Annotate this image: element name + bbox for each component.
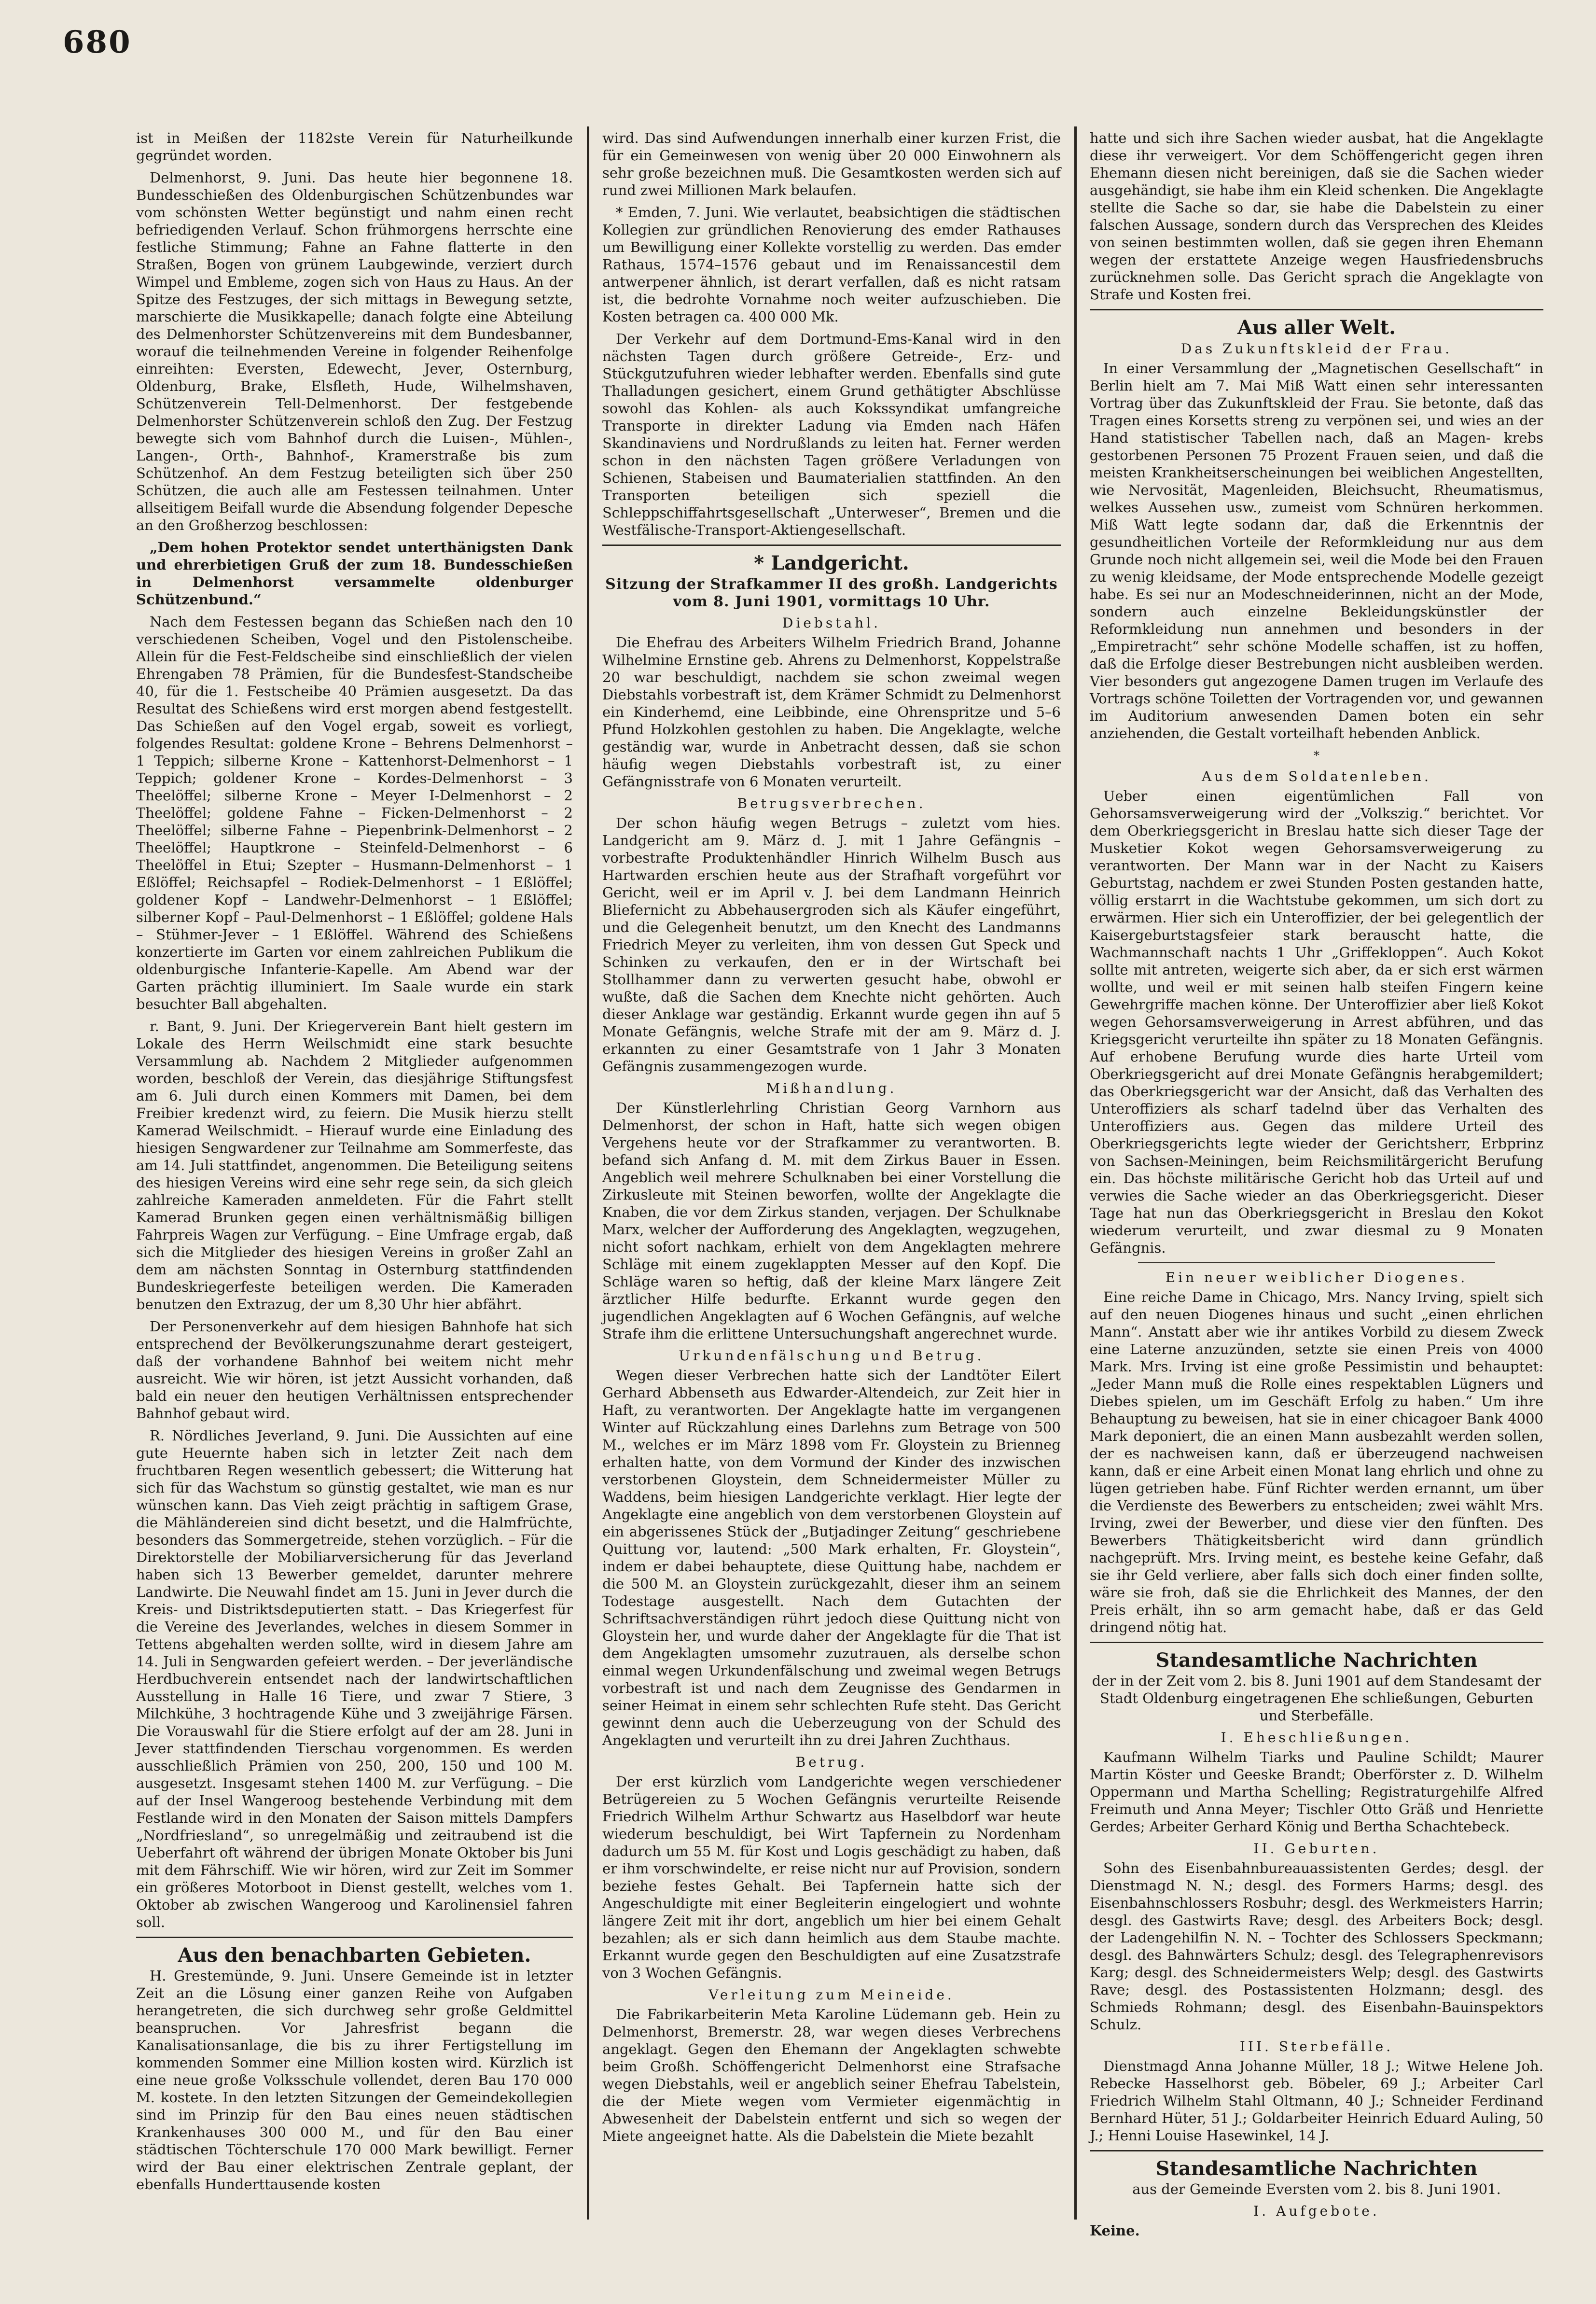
separator-star: *	[1314, 749, 1319, 762]
article-rule	[1138, 1262, 1495, 1263]
section-rule	[136, 1937, 573, 1938]
article-diogenes: Eine reiche Dame in Chicago, Mrs. Nancy Irving, spielt sich auf den neuen Diogenes hinaus und sucht „einen ehrlichen Mann“. Anstatt aber wie ihr antikes Vorbild zu diesem Zweck eine Laterne anzuzünden, setzte sie einen Preis von 4000 Mark. Mrs. Irving ist eine große Pessimistin und behauptet: „Jeder Mann muß die Rolle eines respektablen Lügners und Diebes spielen, um im Geschäft Erfolg zu haben.“ Um ihre Behauptung zu beweisen, hat sie in einer chicagoer Bank 4000 Mark deponiert, die an einen Mann ausbezahlt werden sollen, der es nachweisen kann, daß er überzeugend nachweisen kann, daß er eine Arbeit einen Monat lang ehrlich und ohne zu lügen getrieben habe. Fünf Richter werden ernannt, um über die Verdienste des Bewerbers zu entscheiden; zwei wählt Mrs. Irving, zwei der Bewerber, und diese vier den fünften. Des Bewerbers Thätigkeitsbericht wird dann gründlich nachgeprüft. Mrs. Irving meint, es bestehe keine Gefahr, daß sie ihr Geld verliere, aber falls sich doch einer finden sollte, wäre sie froh, daß sie die Ehrlichkeit des Mannes, der den Preis erhält, ihn so arm gemacht habe, daß er das Geld dringend nötig hat.	[1090, 1289, 1543, 1635]
article-jeverland: R. Nördliches Jeverland, 9. Juni. Die Aussichten auf eine gute Heuernte haben sich in letzter Zeit nach dem fruchtbaren Regen wesentlich gebessert; die Witterung hat sich für das Wachstum so günstig gestaltet, wie man es nur wünschen kann. Das Vieh zeigt prächtig in saftigem Grase, die Mähländereien sind dicht besetzt, und die Halmfrüchte, besonders das Sommergetreide, stehen vorzüglich. – Für die Direktorstelle der Mobiliarversicherung für das Jeverland haben sich 13 Bewerber gemeldet, darunter mehrere Landwirte. Die Neuwahl findet am 15. Juni in Jever durch die Kreis- und Distriktsdeputierten statt. – Das Kriegerfest für die Vereine des Jeverlandes, welches in diesem Sommer in Tettens abgehalten werden sollte, wird in diesem Jahre am 14. Juli in Sengwarden gefeiert werden. – Der jeverländische Herdbuchverein entsendet nach der landwirtschaftlichen Ausstellung in Halle 16 Tiere, und zwar 7 Stiere, 3 Milchkühe, 3 hochtragende Kühe und 3 zweijährige Färsen. Die Vorauswahl für die Stiere erfolgt auf der am 28. Juni in Jever stattfindenden Tierschau vorgenommen. Es werden ausschließlich Prämien von 250, 200, 150 und 100 M. ausgesetzt. Insgesamt stehen 1400 M. zur Verfügung. – Die auf der Insel Wangeroog bestehende Verbindung mit dem Festlande wird in den Monaten der Saison mittels Dampfers „Nordfriesland“, so unregelmäßig und zeitraubend ist die Ueberfahrt oft während der übrigen Monate Oktober bis Juni mit dem Fährschiff. Wie wir hören, wird zur Zeit im Sommer ein größeres Motorboot in Dienst gestellt, welches vom 1. Oktober ab zwischen Wangeroog und Karolinensiel fahren soll.	[136, 1427, 573, 1930]
article-grestemuende: H. Grestemünde, 9. Juni. Unsere Gemeinde ist in letzter Zeit an die Lösung einer ganzen Reihe von Aufgaben herangetreten, die sich durchweg sehr große Geldmittel beanspruchen. Vor Jahresfrist begann die Kanalisationsanlage, die bis zu ihrer Fertigstellung im kommenden Sommer eine Million kosten wird. Kürzlich ist eine neue große Volksschule vollendet, deren Bau 170 000 M. kostete. In den letzten Sitzungen der Gemeindekollegien sind im Prinzip für den Bau eines neuen städtischen Krankenhauses 300 000 M., und für den Bau einer städtischen Töchterschule 170 000 Mark bewilligt. Ferner wird der Bau einer elektrischen Zentrale geplant, der ebenfalls Hunderttausende kosten	[136, 1968, 573, 2192]
list-geburten: Sohn des Eisenbahnbureauassistenten Gerdes; desgl. der Dienstmagd N. N.; desgl. des Formers Harms; desgl. des Eisenbahnschlossers Rosbuhr; desgl. des Werkmeisters Harrin; desgl. des Gastwirts Rave; desgl. des Arbeiters Bock; desgl. der Ladengehilfin N. N. – Tochter des Schlossers Speckmann; desgl. des Bahnwärters Schulz; desgl. des Telegraphenrevisors Karg; desgl. des Schneidermeisters Welp; desgl. des Gastwirts Rave; desgl. des Postassistenten Holzmann; desgl. des Schmieds Rohmann; desgl. des Eisenbahn-Bauinspektors Schulz.	[1090, 1860, 1543, 2033]
article-text: ist in Meißen der 1182ste Verein für Naturheilkunde gegründet worden.	[136, 130, 573, 164]
section-heading-standesamt-2: Standesamtliche Nachrichten	[1155, 2157, 1478, 2180]
column-divider-1	[587, 126, 589, 2220]
article-verkehr: Der Personenverkehr auf dem hiesigen Bahnhofe hat sich entsprechend der Bevölkerungszunahme derart gesteigert, daß der vorhandene Bahnhof bei weitem nicht mehr ausreicht. Wie wir hören, ist jetzt Aussicht vorhanden, daß bald ein neuer den heutigen Verhältnissen entsprechender Bahnhof gebaut wird.	[136, 1318, 573, 1422]
article-meineid: Die Fabrikarbeiterin Meta Karoline Lüdemann geb. Hein zu Delmenhorst, Bremerstr. 28, war wegen dieses Verbrechens angeklagt. Gegen den Ehemann der Angeklagten schwebte beim Großh. Schöffengericht Delmenhorst eine Strafsache wegen Diebstahls, weil er angeblich seiner Ehefrau Tabelstein, die der Miete wegen vom Vermieter eigenmächtig in Abwesenheit der Dabelstein entfernt und sich so wegen der Miete angeeignet hatte. Als die Dabelstein die Miete bezahlt	[602, 2006, 1061, 2144]
subheading-eheschliessungen: I. Eheschließungen.	[1221, 1730, 1413, 1745]
article-misshandlung: Der Künstlerlehrling Christian Georg Varnhorn aus Delmenhorst, der schon in Haft, hatte sich wegen obigen Vergehens heute vor der Strafkammer zu verantworten. B. befand sich Anfang d. M. mit dem Zirkus Bauer in Essen. Angeblich weil mehrere Schulknaben bei einer Vorstellung die Zirkusleute mit Steinen beworfen, wollte der Angeklagte die Knaben, die vor dem Zirkus standen, verjagen. Der Schulknabe Marx, welcher der Aufforderung des Angeklagten, wegzugehen, nicht sofort nachkam, erhielt von dem Angeklagten mehrere Schläge mit einem zugeklappten Messer auf den Kopf. Die Schläge waren so heftig, daß der kleine Marx längere Zeit ärztlicher Hilfe bedurfte. Erkannt wurde gegen den jugendlichen Angeklagten auf 6 Wochen Gefängnis, auf welche Strafe ihm die erlittene Untersuchungshaft angerechnet wurde.	[602, 1100, 1061, 1342]
column-1	[136, 129, 573, 2220]
subheading-betrug: Betrugsverbrechen.	[737, 796, 926, 811]
article-delmenhorst: Delmenhorst, 9. Juni. Das heute hier begonnene 18. Bundesschießen des Oldenburgischen Schützenbundes war vom schönsten Wetter begünstigt und nahm einen recht befriedigenden Verlauf. Schon frühmorgens herrschte eine festliche Stimmung; Fahne an Fahne flatterte in den Straßen, Bogen von grünem Laubgewinde, verziert durch Wimpel und Embleme, zogen sich von Haus zu Haus. An der Spitze des Festzuges, der sich mittags in Bewegung setzte, marschierte die Musikkapelle; danach folgte eine Abteilung des Delmenhorster Schützenvereins mit dem Bundesbanner, worauf die teilnehmenden Vereine in folgender Reihenfolge einreihten: Eversten, Edewecht, Jever, Osternburg, Oldenburg, Brake, Elsfleth, Hude, Wilhelmshaven, Schützenverein Tell-Delmenhorst. Der festgebende Delmenhorster Schützenverein schloß den Zug. Der Festzug bewegte sich vom Bahnhof durch die Luisen-, Mühlen-, Langen-, Orth-, Bahnhof-, Kramerstraße bis zum Schützenhof. An dem Festzug beteiligten sich über 250 Schützen, die auch alle am Festessen teilnahmen. Unter allseitigem Beifall wurde die Absendung folgender Depesche an den Großherzog beschlossen:	[136, 169, 573, 533]
subheading-meineid: Verleitung zum Meineide.	[708, 1987, 955, 2003]
list-eheschliessungen: Kaufmann Wilhelm Tiarks und Pauline Schildt; Maurer Martin Köster und Geeske Brandt; Oberförster z. D. Wilhelm Oppermann und Martha Schelling; Registraturgehilfe Alfred Freimuth und Anna Meyer; Tischler Otto Gräß und Henriette Gerdes; Arbeiter Gerhard König und Bertha Schachtebeck.	[1090, 1749, 1543, 1835]
article-text: wird. Das sind Aufwendungen innerhalb einer kurzen Frist, die für ein Gemeinwesen von wenig über 20 000 Einwohnern als sehr große bezeichnen muß. Die Gesamtkosten werden sich auf rund zwei Millionen Mark belaufen.	[602, 130, 1061, 198]
article-bant: r. Bant, 9. Juni. Der Kriegerverein Bant hielt gestern im Lokale des Herrn Weilschmidt eine stark besuchte Versammlung ab. Nachdem 2 Mitglieder aufgenommen worden, beschloß der Verein, das diesjährige Stiftungsfest am 6. Juli durch einen Kommers mit Damen, bei dem Freibier kredenzt wird, zu feiern. Die Musik hierzu stellt Kamerad Weilschmidt. – Hierauf wurde eine Einladung des hiesigen Sengwardener zur Teilnahme am Sommerfeste, das am 14. Juli stattfindet, angenommen. Die Beteiligung seitens des hiesigen Vereins wird eine sehr rege sein, da sich gleich zahlreiche Kameraden anmeldeten. Für die Fahrt stellt Kamerad Brunken gegen einen verhältnismäßig billigen Fahrpreis Wagen zur Verfügung. – Eine Umfrage ergab, daß sich die Mitglieder des hiesigen Vereins in großer Zahl an dem am nächsten Sonntag in Osternburg stattfindenden Bundeskriegerfeste beteiligen werden. Die Kameraden benutzen den Extrazug, der um 8,30 Uhr hier abfährt.	[136, 1018, 573, 1313]
article-kanal: Der Verkehr auf dem Dortmund-Ems-Kanal wird in den nächsten Tagen durch größere Getreide-, Erz- und Stückgutzufuhren wieder lebhafter werden. Ebenfalls sind gute Thalladungen gesichert, einem Grund gethätigter Abschlüsse sowohl das Kohlen- als auch Kokssyndikat umfangreiche Transporte in direkter Ladung via Emden nach Häfen Skandinaviens und Nordrußlands zu leiten hat. Ferner werden schon in den nächsten Tagen größere Verladungen von Schienen, Stabeisen und Baumaterialien stattfinden. An den Transporten beteiligen sich speziell die Schleppschiffahrtsgesellschaft „Unterweser“, Bremen und die Westfälische-Transport-Aktiengesellschaft.	[602, 331, 1061, 538]
section-rule	[1090, 2150, 1543, 2151]
aufgebote-none: Keine.	[1090, 2222, 1140, 2239]
page-number: 680	[63, 24, 132, 60]
subheading-betrug-2: Betrug.	[795, 1754, 868, 1770]
subheading-geburten: II. Geburten.	[1253, 1841, 1380, 1857]
standesamt-intro: der in der Zeit vom 2. bis 8. Juni 1901 auf dem Standesamt der Stadt Oldenburg eingetragenen Ehe schließungen, Geburten und Sterbefälle.	[1092, 1673, 1541, 1724]
article-text: hatte und sich ihre Sachen wieder ausbat, hat die Angeklagte diese ihr verweigert. Vor dem Schöffengericht gegen ihren Ehemann diesen nicht bereinigen, daß sie die Sachen wieder ausgehändigt, sie habe ihm ein Kleid schenken. Die Angeklagte stellte die Sache so dar, sie habe die Dabelstein zu einer falschen Aussage, sondern durch das Versprechen des Kleides von seinen bestimmten wollen, daß sie gegen ihren Ehemann wegen der erstattete Anzeige wegen Hausfriedensbruchs zurücknehmen solle. Das Gericht sprach die Angeklagte von Strafe und Kosten frei.	[1090, 130, 1543, 303]
section-heading-nachbar: Aus den benachbarten Gebieten.	[178, 1944, 531, 1967]
section-heading-standesamt: Standesamtliche Nachrichten	[1155, 1649, 1478, 1672]
section-rule	[1090, 309, 1543, 310]
column-divider-2	[1074, 126, 1077, 2220]
standesamt-2-intro: aus der Gemeinde Eversten vom 2. bis 8. Juni 1901.	[1132, 2181, 1501, 2197]
article-soldaten: Ueber einen eigentümlichen Fall von Gehorsamsverweigerung wird der „Volkszig.“ berichtet. Vor dem Oberkriegsgericht in Breslau hatte sich dieser Tage der Musketier Kokot wegen Gehorsamsverweigerung zu verantworten. Der Mann war in der Nacht zu Kaisers Geburtstag, nachdem er zwei Stunden Posten gestanden hatte, völlig erstarrt in die Wachtstube gekommen, um sich dort zu erwärmen. Hier sich ein Unteroffizier, der bei gelegentlich der Kaisergeburtstagsfeier stark berauscht hatte, die Wachmannschaft nachts 1 Uhr „Griffekloppen“. Auch Kokot sollte mit antreten, weigerte sich aber, da er sich erst wärmen wollte, und weil er mit seinen halb steifen Fingern keine Gewehrgriffe machen könne. Der Unteroffizier aber ließ Kokot wegen Gehorsamsverweigerung in Arrest abführen, und das Kriegsgericht verurteilte ihn später zu 18 Monaten Gefängnis. Auf erhobene Berufung wurde dies harte Urteil vom Oberkriegsgericht auf drei Monate Gefängnis herabgemildert; das Oberkriegsgericht war der Ansicht, daß das Verhalten des Unteroffiziers als scharf tadelnd über das Verhalten des Unteroffiziers aus. Gegen das mildere Urteil des Oberkriegsgerichts legte wieder der Gerichtsherr, Erbprinz von Sachsen-Meiningen, beim Reichsmilitärgericht Berufung ein. Das höchste militärische Gericht hob das Urteil auf und verwies die Sache wieder an das Oberkriegsgericht. Dieser Tage hat nun das Oberkriegsgericht in Breslau den Kokot wiederum verurteilt, und zwar diesmal zu 9 Monaten Gefängnis.	[1090, 788, 1543, 1256]
article-depesche: „Dem hohen Protektor sendet unterthänigsten Dank und ehrerbietigen Gruß der zum 18. Bundesschießen in Delmenhorst versammelte oldenburger Schützenbund.“	[136, 539, 573, 608]
subheading-diogenes: Ein neuer weiblicher Diogenes.	[1165, 1270, 1468, 1285]
article-zukunft: In einer Versammlung der „Magnetischen Gesellschaft“ in Berlin hielt am 7. Mai Miß Watt einen sehr interessanten Vortrag über das Zukunftskleid der Frau. Sie betonte, daß das Tragen eines Korsetts streng zu verpönen sei, und wies an der Hand statistischer Tabellen nach, daß an Magen- krebs gestorbenen Personen 75 Prozent Frauen seien, und daß die meisten Krankheitserscheinungen bei weiblichen Angestellten, wie Nervosität, Magenleiden, Bleichsucht, Rheumatismus, welkes Aussehen usw., zumeist vom Schnüren herkommen. Miß Watt legte sodann dar, daß die Erkenntnis der gesundheitlichen Vorteile der Reformkleidung nur aus dem Grunde noch nicht allgemein sei, weil die Mode bei den Frauen zu wenig kleidsame, der Mode entsprechende Modelle gezeigt habe. Es sei nur an Modeschneiderinnen, nicht an der Mode, sondern auch einzelne Bekleidungskünstler der Reformkleidung nun annehmen und besonders in der „Empiretracht“ sehr schöne Modelle schaffen, ist zu hoffen, daß die Erfolge dieser Bestrebungen nicht ausbleiben werden. Vier besonders gut angezogene Damen trugen im Verlaufe des Vortrags schöne Toiletten der Vortragenden vor, und gewannen im Auditorium anwesenden Damen boten ein sehr anziehenden, die Gestalt vorteilhaft hebenden Anblick.	[1090, 360, 1543, 741]
article-urkunden: Wegen dieser Verbrechen hatte sich der Landtöter Eilert Gerhard Abbenseth aus Edwarder-Altendeich, zur Zeit hier in Haft, zu verantworten. Der Angeklagte hatte im vergangenen Winter auf Rückzahlung eines Darlehns zum Betrage von 500 M., welches er im März 1898 vom Fr. Gloystein zu Brienneg erhalten hatte, von dem Vormund der Kinder des inzwischen verstorbenen Gloystein, dem Schneidermeister Müller zu Waddens, beim hiesigen Landgerichte verklagt. Hier legte der Angeklagte eine angeblich von dem verstorbenen Gloystein auf ein abgerissenes Stück der „Butjadinger Zeitung“ geschriebene Quittung vor, lautend: „500 Mark erhalten, Fr. Gloystein“, indem er dabei behauptete, diese Quittung habe, nachdem er die 500 M. an Gloystein zurückgezahlt, dieser ihm an seinem Todestage ausgestellt. Nach dem Gutachten der Schriftsachverständigen rührt jedoch diese Quittung nicht von Gloystein her, und wurde daher der Angeklagte für die That ist dem Angeklagten umsomehr zuzutrauen, als derselbe schon einmal wegen Urkundenfälschung und zweimal wegen Betrugs vorbestraft ist und nach dem Zeugnisse des Gendarmen in seiner Heimat in einem sehr schlechten Rufe steht. Das Gericht gewinnt denn auch die Ueberzeugung von der Schuld des Angeklagten und verurteilt ihn zu drei Jahren Zuchthaus.	[602, 1367, 1061, 1748]
section-heading-landgericht: * Landgericht.	[754, 552, 909, 574]
session-heading: Sitzung der Strafkammer II des großh. Landgerichts vom 8. Juni 1901, vormittags 10 Uhr.	[605, 576, 1058, 610]
article-betrug-2: Der erst kürzlich vom Landgerichte wegen verschiedener Betrügereien zu 5 Wochen Gefängnis verurteilte Reisende Friedrich Wilhelm Arthur Schwartz aus Haselbdorf war heute wiederum beschuldigt, bei Wirt Tapfernein zu Nordenham dadurch um 55 M. für Kost und Logis geschädigt zu haben, daß er ihm vorschwindelte, er reise nicht nur auf Provision, sondern beziehe festes Gehalt. Bei Tapfernein hatte sich der Angeschuldigte mit einer Begleiterin eingelogiert und wohnte längere Zeit mit ihr dort, angeblich um hier bei einem Gehalt bezahlen; als er sich dann heimlich aus dem Staube machte. Erkannt wurde gegen den Beschuldigten auf eine Zusatzstrafe von 3 Wochen Gefängnis.	[602, 1773, 1061, 1981]
subheading-aufgebote: I. Aufgebote.	[1253, 2203, 1380, 2219]
column-2	[602, 129, 1061, 2220]
article-betrug: Der schon häufig wegen Betrugs – zuletzt vom hies. Landgericht am 9. März d. J. mit 1 Jahre Gefängnis – vorbestrafte Produktenhändler Hinrich Wilhelm Busch aus Hartwarden erschien heute aus der Strafhaft vorgeführt vor Gericht, weil er im April v. J. bei dem Landmann Heinrich Bliefernicht zu Abbehausergroden sich als Käufer eingeführt, und die Gelegenheit benutzt, um den Knecht des Landmanns Friedrich Meyer zu verleiten, ihm von dessen Gut Speck und Schinken zu verkaufen, den er in der Wirtschaft bei Stollhammer dann zu verwerten gesucht habe, obwohl er wußte, daß die Sachen dem Knechte nicht gehörten. Auch dieser Anklage war geständig. Erkannt wurde gegen ihn auf 5 Monate Gefängnis, welche Strafe mit der am 9. März d. J. erkannten zu einer Gesamtstrafe von 1 Jahr 3 Monaten Gefängnis zusammengezogen wurde.	[602, 815, 1061, 1075]
section-rule	[1090, 1642, 1543, 1643]
article-emden: * Emden, 7. Juni. Wie verlautet, beabsichtigen die städtischen Kollegien zur gründlichen Renovierung des emder Rathauses um Bewilligung einer Kollekte vorstellig zu werden. Das emder Rathaus, 1574–1576 gebaut und im Renaissancestil dem antwerpener ähnlich, ist derart verfallen, daß es nicht ratsam ist, die bedrohte Vornahme noch weiter aufzuschieben. Die Kosten betragen ca. 400 000 Mk.	[602, 204, 1061, 325]
subheading-misshandlung: Mißhandlung.	[766, 1080, 897, 1096]
section-rule	[602, 545, 1061, 546]
subheading-diebstahl: Diebstahl.	[782, 615, 881, 631]
column-3	[1090, 129, 1543, 2239]
article-delmenhorst-cont: Nach dem Festessen begann das Schießen nach den 10 verschiedenen Scheiben, Vogel und den Pistolenscheibe. Allein für die Fest-Feldscheibe sind einschließlich der vielen Ehrengaben 78 Prämien, für die Bundesfest-Standscheibe 40, für die 1. Festscheibe 40 Prämien ausgesetzt. Da das Resultat des Schießens wird erst morgen abend festgestellt. Das Schießen auf den Vogel ergab, soweit es vorliegt, folgendes Resultat: goldene Krone – Behrens Delmenhorst – 1 Teppich; silberne Krone – Kattenhorst-Delmenhorst – 1 Teppich; goldener Krone – Kordes-Delmenhorst – 3 Theelöffel; silberne Krone – Meyer I-Delmenhorst – 2 Theelöffel; goldene Fahne – Ficken-Delmenhorst – 2 Theelöffel; silberne Fahne – Piepenbrink-Delmenhorst – 2 Theelöffel; Hauptkrone – Steinfeld-Delmenhorst – 6 Theelöffel in Etui; Szepter – Husmann-Delmenhorst – 1 Eßlöffel; Reichsapfel – Rodiek-Delmenhorst – 1 Eßlöffel; goldener Kopf – Landwehr-Delmenhorst – 1 Eßlöffel; silberner Kopf – Paul-Delmenhorst – 1 Eßlöffel; goldene Hals – Stühmer-Jever – 1 Eßlöffel. Während des Schießens konzertierte im Garten vor einem zahlreichen Publikum die oldenburgische Infanterie-Kapelle. Am Abend war der Garten prächtig illuminiert. Im Saale wurde ein stark besuchter Ball abgehalten.	[136, 614, 573, 1012]
section-heading-welt: Aus aller Welt.	[1237, 316, 1396, 339]
subheading-urkunden: Urkundenfälschung und Betrug.	[679, 1348, 985, 1364]
subheading-sterbefaelle: III. Sterbefälle.	[1239, 2039, 1394, 2054]
article-diebstahl: Die Ehefrau des Arbeiters Wilhelm Friedrich Brand, Johanne Wilhelmine Ernstine geb. Ahrens zu Delmenhorst, Koppelstraße 20 war beschuldigt, nachdem sie schon zweimal wegen Diebstahls vorbestraft ist, dem Krämer Schmidt zu Delmenhorst ein Kinderhemd, eine Leibbinde, eine Ohrenspritze und 5–6 Pfund Holzkohlen gestohlen zu haben. Die Angeklagte, welche geständig war, wurde in Anbetracht dessen, daß sie schon häufig wegen Diebstahls vorbestraft ist, zu einer Gefängnisstrafe von 6 Monaten verurteilt.	[602, 634, 1061, 790]
list-sterbefaelle: Dienstmagd Anna Johanne Müller, 18 J.; Witwe Helene Joh. Rebecke Hasselhorst geb. Böbeler, 69 J.; Arbeiter Carl Friedrich Wilhelm Stahl Oltmann, 40 J.; Schneider Ferdinand Bernhard Hüter, 51 J.; Goldarbeiter Heinrich Eduard Auling, 50 J.; Henni Louise Hasewinkel, 14 J.	[1090, 2058, 1543, 2144]
subheading-zukunft: Das Zukunftskleid der Frau.	[1180, 341, 1453, 357]
subheading-soldaten: Aus dem Soldatenleben.	[1202, 768, 1431, 784]
